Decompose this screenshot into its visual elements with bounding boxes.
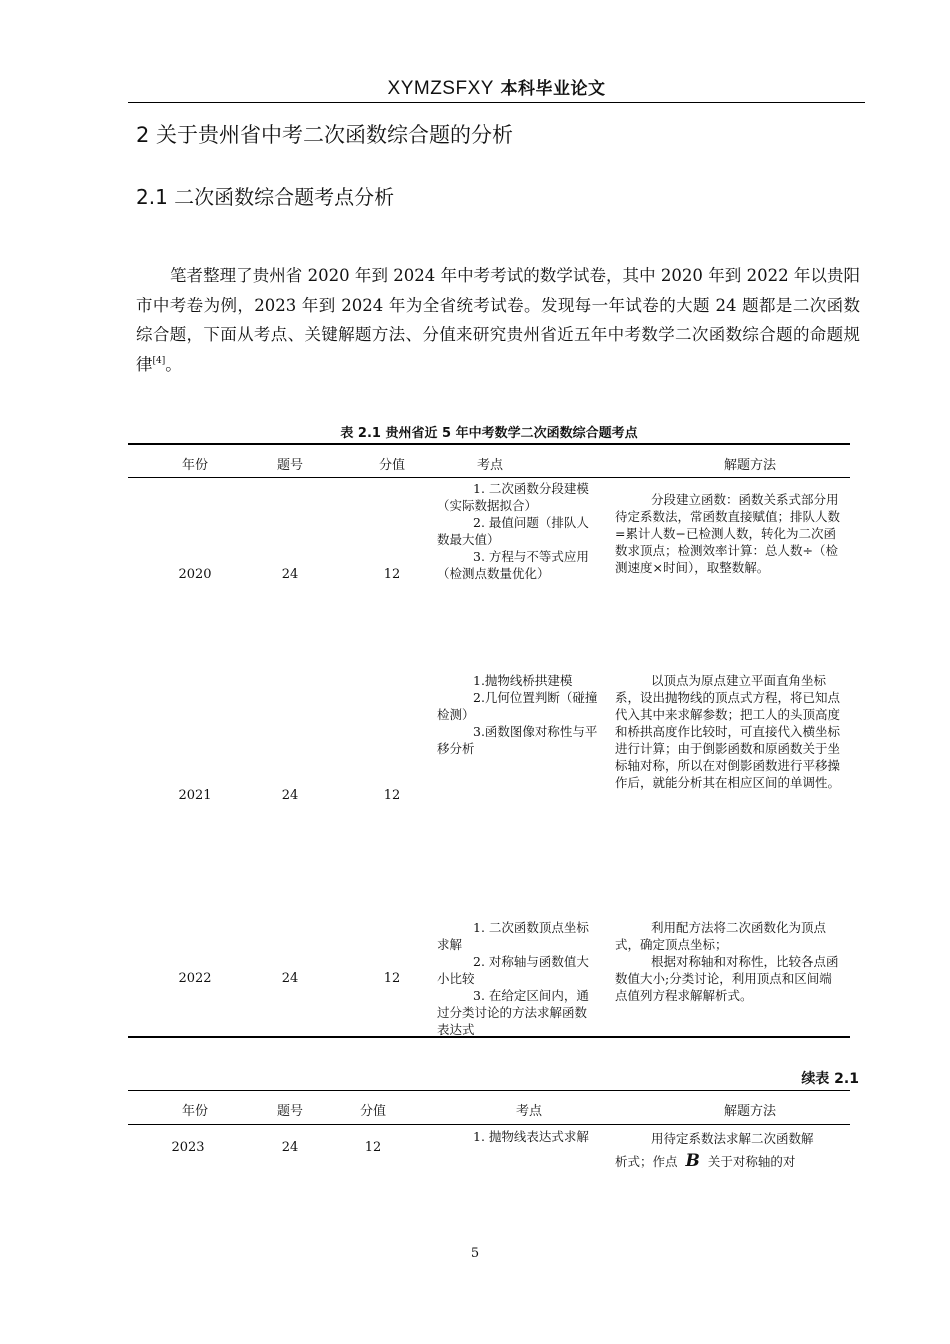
table-bottom-rule	[128, 1036, 850, 1038]
method-text: 利用配方法将二次函数化为顶点式，确定顶点坐标；	[615, 920, 827, 952]
header-points: 考点	[476, 458, 503, 473]
cont-header-number: 题号	[276, 1104, 303, 1119]
row-2020-points	[437, 480, 599, 582]
point-item: 1. 抛物线表达式求解	[473, 1129, 589, 1144]
row-2022-year: 2022	[178, 971, 212, 986]
header-number: 题号	[276, 458, 303, 473]
point-item: 1.抛物线桥拱建模	[473, 673, 573, 688]
citation[interactable]: [4]	[152, 355, 166, 366]
continued-caption: 续表 2.1	[801, 1071, 859, 1087]
point-item: 2. 对称轴与函数值大小比较	[437, 954, 589, 986]
cont-header-method: 解题方法	[723, 1104, 776, 1119]
section-title: 2 关于贵州省中考二次函数综合题的分析	[136, 123, 514, 147]
method-text: 以顶点为原点建立平面直角坐标系，设出抛物线的顶点式方程，将已知点代入其中来求解参数；把工人的头顶高度和桥拱高度作比较时，可直接代入横坐标进行计算；由于倒影函数和原函数关于坐标轴对称，所以在对倒影函数进行平移操作后，就能分析其在相应区间的单调性。	[615, 673, 841, 790]
table-header-rule	[128, 477, 850, 478]
header-score: 分值	[378, 458, 405, 473]
row-2020-number: 24	[281, 567, 299, 582]
row-2022-score: 12	[383, 971, 401, 986]
cont-table-top-rule	[128, 1090, 850, 1091]
row-2021-number: 24	[281, 788, 299, 803]
method-line-2	[615, 1149, 847, 1174]
paragraph-text: 笔者整理了贵州省 2020 年到 2024 年中考考试的数学试卷，其中 2020 年到 2022 年以贵阳市中考卷为例，2023 年到 2024 年为全省统考试卷。发现每一年试卷的大题 24 题都是二次函数综合题，下面从考点、关键解题方法、分值来研究贵州省近五年中考数学二次函数综合题的命题规律	[136, 266, 860, 374]
row-2022-method	[615, 919, 843, 1004]
point-item: 3. 方程与不等式应用（检测点数量优化）	[437, 549, 589, 581]
subsection-title: 2.1 二次函数综合题考点分析	[136, 185, 395, 209]
point-item: 1. 二次函数顶点坐标求解	[437, 920, 589, 952]
header-code: XYMZSFXY	[387, 78, 494, 99]
cont-table-header-rule	[128, 1124, 850, 1125]
row-2020-method	[615, 491, 843, 576]
row-2023-year: 2023	[171, 1140, 205, 1155]
point-item: 3. 在给定区间内，通过分类讨论的方法求解函数表达式	[437, 988, 589, 1037]
running-header	[128, 74, 865, 102]
header-title: 本科毕业论文	[500, 79, 606, 99]
row-2021-method	[615, 672, 843, 791]
point-item: 1. 二次函数分段建模（实际数据拟合）	[437, 481, 589, 513]
cont-header-year: 年份	[181, 1104, 208, 1119]
method-text-b: 关于对称轴的对	[707, 1154, 796, 1169]
row-2021-score: 12	[383, 788, 401, 803]
method-text: 根据对称轴和对称性，比较各点函数值大小;分类讨论，利用顶点和区间端点值列方程求解解析式。	[615, 954, 839, 1003]
header-method: 解题方法	[723, 458, 776, 473]
method-text: 分段建立函数：函数关系式部分用待定系数法，常函数直接赋值；排队人数=累计人数−已检测人数，转化为二次函数求顶点；检测效率计算：总人数÷（检测速度×时间），取整数解。	[615, 492, 841, 575]
body-paragraph	[136, 261, 860, 379]
cont-header-score: 分值	[359, 1104, 386, 1119]
method-text: 用待定系数法求解二次函数解	[651, 1131, 814, 1146]
paragraph-end: 。	[165, 354, 182, 374]
row-2020-year: 2020	[178, 567, 212, 582]
row-2021-points	[437, 672, 599, 757]
page-number: 5	[470, 1246, 480, 1261]
header-year: 年份	[181, 458, 208, 473]
row-2020-score: 12	[383, 567, 401, 582]
point-b-symbol: B	[685, 1151, 700, 1171]
point-item: 2.几何位置判断（碰撞检测）	[437, 690, 598, 722]
row-2022-number: 24	[281, 971, 299, 986]
header-rule	[128, 102, 865, 103]
row-2023-number: 24	[281, 1140, 299, 1155]
table-top-rule	[128, 443, 850, 445]
row-2022-points	[437, 919, 599, 1038]
cont-header-points: 考点	[515, 1104, 542, 1119]
point-item: 2. 最值问题（排队人数最大值）	[437, 515, 589, 547]
row-2023-points	[437, 1127, 599, 1147]
method-text-a: 析式；作点	[615, 1154, 678, 1169]
table-caption: 表 2.1 贵州省近 5 年中考数学二次函数综合题考点	[340, 426, 638, 441]
row-2023-score: 12	[364, 1140, 382, 1155]
row-2023-method	[615, 1127, 847, 1174]
point-item: 3.函数图像对称性与平移分析	[437, 724, 598, 756]
row-2021-year: 2021	[178, 788, 212, 803]
